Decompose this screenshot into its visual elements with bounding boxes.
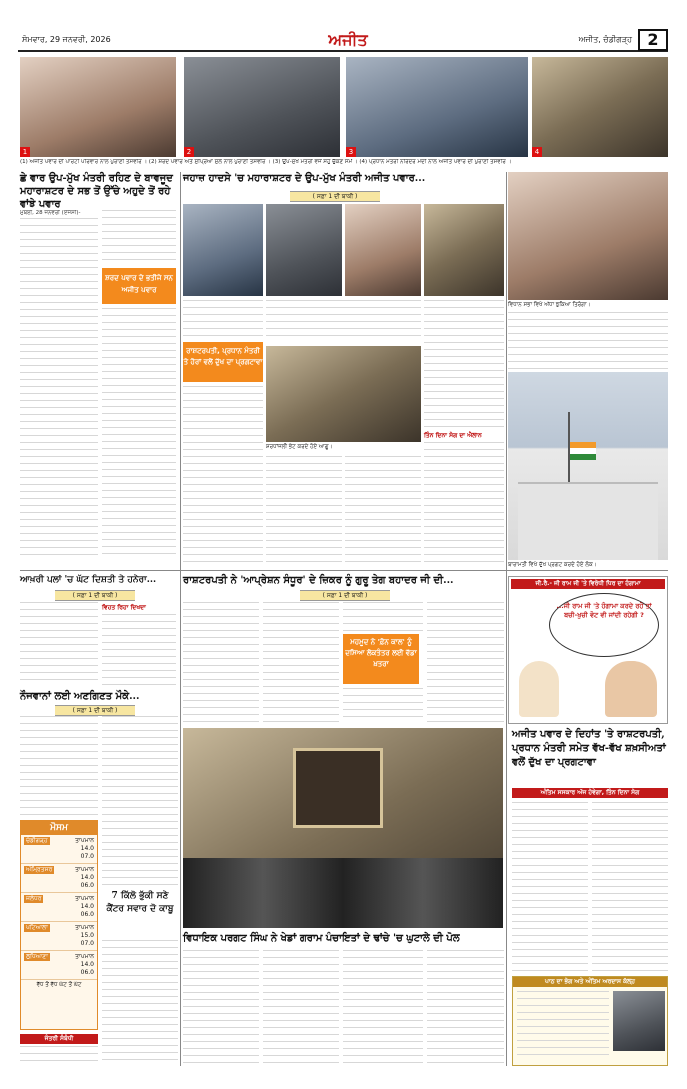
story1-body-col1 [20, 218, 98, 556]
story4-body-col4 [427, 602, 504, 722]
weather-box [20, 820, 98, 1030]
story2-body-col1b [183, 386, 263, 566]
story6-headline: 7 ਕਿੱਲੋ ਭੁੱਕੀ ਸਣੇ ਕੈਂਟਰ ਸਵਾਰ ਦੋ ਕਾਬੂ [106, 891, 174, 914]
story3-body-col1 [20, 602, 98, 686]
story7-body-col1 [183, 950, 259, 1066]
story1-body-col2a [102, 210, 176, 266]
story6-body [102, 940, 178, 1060]
weather-city-name: ਅੰਮ੍ਰਿਤਸਰ [26, 866, 53, 873]
story7-photo-event [183, 728, 503, 928]
right-photo-flag-building [508, 372, 668, 560]
story3-continued-tag: ( ਸਫ਼ਾ 1 ਦੀ ਬਾਕੀ ) [55, 590, 135, 601]
weather-label: ਤਾਪਮਾਨ [75, 953, 94, 960]
story5-continued-tag: ( ਸਫ਼ਾ 1 ਦੀ ਬਾਕੀ ) [55, 705, 135, 716]
portrait-frame [293, 748, 383, 828]
cartoon-speech-bubble: ...ਜੀ ਰਾਮ ਜੀ 'ਤੇ ਹੰਗਾਮਾ ਕਰਦੇ ਰਹੋ ਤਾਂ ਬਚੀ-ਖੁਚੀ ਵੋਟ ਵੀ ਜਾਂਦੀ ਰਹੇਗੀ ? [549, 593, 659, 657]
story8-body-col2 [592, 802, 668, 972]
story1-body-col2b [102, 308, 176, 556]
weather-label: ਤਾਪਮਾਨ [75, 837, 94, 844]
top-photos-caption: (1) ਅਜੀਤ ਪਵਾਰ ਦੀ ਪਾਰਟੀ ਪਰਿਵਾਰ ਨਾਲ ਪੁਰਾਣੀ ਤਸਵੀਰ । (2) ਸ਼ਰਦ ਪਵਾਰ ਅਤੇ ਸੁਪ੍ਰਿਆ ਸੁਲੇ ਨਾਲ ਪੁਰਾਣੀ ਤਸਵੀਰ । (3) ਉਪ-ਮੁੱਖ ਮੰਤਰੀ ਵਜੋਂ ਸਹੁੰ ਚੁੱਕਣ ਸਮੇਂ । (4) ਪ੍ਰਧਾਨ ਮੰਤਰੀ ਨਰਿੰਦਰ ਮੋਦੀ ਨਾਲ ਅਜੀਤ ਪਵਾਰ ਦੀ ਪੁਰਾਣੀ ਤਸਵੀਰ । [20, 159, 512, 165]
story8-body-col1 [512, 802, 588, 972]
story2-body-col5 [424, 300, 504, 430]
cartoon-title: ਜੀ.ਰੈ.- ਜੀ ਰਾਮ ਜੀ 'ਤੇ ਵਿਰੋਧੀ ਧਿਰ ਦਾ ਹੰਗਾਮਾ [511, 579, 665, 589]
top-photo-2: 2 [184, 57, 340, 157]
weather-label: ਤਾਪਮਾਨ [75, 866, 94, 873]
story2-body-col1 [183, 300, 263, 340]
weather-min: 07.0 [80, 853, 94, 860]
portrait-pilot-1 [183, 204, 263, 296]
story3-headline: ਆਖ਼ਰੀ ਪਲਾਂ 'ਚ ਘੱਟ ਦਿਸ਼ਤੀ ਤੇ ਹਨੇਰਾ... [20, 575, 157, 585]
story2-body-col3 [266, 456, 342, 566]
story5-headline: ਨੌਜਵਾਨਾਂ ਲਈ ਅਣਗਿਣਤ ਮੌਕੇ... [20, 691, 140, 702]
story3-subhead: ਵਿਹਤ ਰਿਹਾ ਦਿਖਦਾ [102, 604, 146, 611]
weather-max: 14.0 [80, 903, 94, 910]
story2-highlight-box: ਰਾਸ਼ਟਰਪਤੀ, ਪ੍ਰਧਾਨ ਮੰਤਰੀ ਤੇ ਹੋਰਾਂ ਵਲੋਂ ਦੁੱਖ ਦਾ ਪ੍ਰਗਟਾਵਾ [183, 342, 263, 382]
story2-continued-tag: ( ਸਫ਼ਾ 1 ਦੀ ਬਾਕੀ ) [290, 191, 380, 202]
people-row [183, 858, 503, 928]
story4-body-col3 [343, 602, 423, 632]
weather-city-name: ਪਟਿਆਲਾ [26, 924, 48, 931]
portrait-crew-4 [424, 204, 504, 296]
story4-headline: ਰਾਸ਼ਟਰਪਤੀ ਨੇ 'ਆਪ੍ਰੇਸ਼ਨ ਸੰਧੂਰ' ਦੇ ਜ਼ਿਕਰ ਨੂੰ ਗੁਰੂ ਤੇਗ ਬਹਾਦਰ ਜੀ ਦੀ... [183, 575, 454, 586]
story2-photo-caption: ਸ਼ਰਧਾਂਜਲੀ ਭੇਟ ਕਰਦੇ ਹੋਏ ਆਗੂ। [266, 444, 333, 450]
story2-photo-tribute [266, 346, 421, 442]
obituary-body [517, 991, 609, 1061]
right-photo-family [508, 172, 668, 300]
story5-body-col2 [102, 716, 178, 886]
weather-footer: ਵੱਧ ਤੋਂ ਵੱਧ ਘੱਟ ਤੋਂ ਘੱਟ [36, 982, 82, 988]
weather-min: 06.0 [80, 969, 94, 976]
weather-label: ਤਾਪਮਾਨ [75, 924, 94, 931]
weather-max: 14.0 [80, 845, 94, 852]
story1-highlight-box: ਸ਼ਰਦ ਪਵਾਰ ਦੇ ਭਤੀਜੇ ਸਨ ਅਜੀਤ ਪਵਾਰ [102, 268, 176, 304]
story4-highlight-box: ਮਹਮੂਦ ਨੇ 'ਫ਼ੋਨ ਕਾਲ' ਨੂੰ ਦਸਿਆ ਲੋਕਤੰਤਰ ਲਈ ਵੱਡਾ ਖ਼ਤਰਾ [343, 634, 419, 684]
weather-city-name: ਚੰਡੀਗੜ੍ਹ [26, 837, 48, 844]
story2-body-col6 [424, 442, 504, 566]
story1-dateline: ਮੁੰਬਈ, 28 ਜਨਵਰੀ (ਏਜੰਸੀ)- [20, 210, 81, 216]
story8-headline: ਅਜੀਤ ਪਵਾਰ ਦੇ ਦਿਹਾਂਤ 'ਤੇ ਰਾਸ਼ਟਰਪਤੀ, ਪ੍ਰਧਾਨ ਮੰਤਰੀ ਸਮੇਤ ਵੱਖ-ਵੱਖ ਸ਼ਖ਼ਸੀਅਤਾਂ ਵਲੋਂ ਦੁੱਖ ਦਾ ਪ੍ਰਗਟਾਵਾ [512, 729, 666, 768]
weather-city-3 [21, 922, 97, 951]
cartoon-figure-right [605, 661, 657, 717]
story2-headline: ਜਹਾਜ਼ ਹਾਦਸੇ 'ਚ ਮਹਾਰਾਸ਼ਟਰ ਦੇ ਉਪ-ਮੁੱਖ ਮੰਤਰੀ ਅਜੀਤ ਪਵਾਰ... [183, 173, 426, 184]
weather-city-0 [21, 835, 97, 864]
right-body-a [508, 312, 668, 372]
story4-body-col3b [343, 688, 423, 722]
weather-min: 06.0 [80, 882, 94, 889]
weather-min: 06.0 [80, 911, 94, 918]
almanac-body [20, 1046, 98, 1066]
weather-city-4 [21, 951, 97, 980]
issue-date: ਸੋਮਵਾਰ, 29 ਜਨਵਰੀ, 2026 [22, 35, 111, 44]
right-photo2-caption: ਬਾਰਾਮਤੀ ਵਿਖੇ ਦੁੱਖ ਪ੍ਰਗਟ ਕਰਦੇ ਹੋਏ ਲੋਕ। [508, 562, 597, 568]
weather-city-name: ਜਲੰਧਰ [26, 895, 42, 902]
obituary-title: ਪਾਠ ਦਾ ਭੋਗ ਅਤੇ ਅੰਤਿਮ ਅਰਦਾਸ ਕੱਲ੍ਹ [513, 977, 667, 987]
weather-city-name: ਲੁਧਿਆਣਾ [26, 953, 48, 960]
story1-headline: ਛੇ ਵਾਰ ਉਪ-ਮੁੱਖ ਮੰਤਰੀ ਰਹਿਣ ਦੇ ਬਾਵਜੂਦ ਮਹਾਰਾਸ਼ਟਰ ਦੇ ਸਭ ਤੋਂ ਉੱਚੇ ਅਹੁਦੇ ਤੋਂ ਰਹੇ ਵਾਂਝੇ ਪਵਾਰ [20, 173, 173, 210]
cartoon-panel [508, 576, 668, 724]
story4-body-col1 [183, 602, 259, 722]
portrait-crew-3 [345, 204, 421, 296]
right-photo1-caption: ਵਿਧਾਨ ਸਭਾ ਵਿਖੇ ਅੱਧਾ ਝੁਕਿਆ ਤਿਰੰਗਾ। [508, 302, 591, 308]
almanac-title: ਜੰਤਰੀ ਸੰਬੰਧੀ [20, 1034, 98, 1044]
story3-body-col2 [102, 614, 176, 686]
cartoon-figure-left [519, 661, 559, 717]
top-photo-1: 1 [20, 57, 176, 157]
page-header [18, 30, 668, 52]
story4-continued-tag: ( ਸਫ਼ਾ 1 ਦੀ ਬਾਕੀ ) [300, 590, 390, 601]
top-photo-4: 4 [532, 57, 668, 157]
weather-max: 14.0 [80, 961, 94, 968]
weather-city-1 [21, 864, 97, 893]
edition-city: ਅਜੀਤ, ਚੰਡੀਗੜ੍ਹ [578, 35, 632, 44]
top-photo-3: 3 [346, 57, 528, 157]
story7-headline: ਵਿਧਾਇਕ ਪਰਗਟ ਸਿੰਘ ਨੇ ਖੇਡਾਂ ਗਰਾਮ ਪੰਚਾਇਤਾਂ ਦੇ ਢਾਂਚੇ 'ਚ ਘੁਟਾਲੇ ਦੀ ਪੋਲ [183, 933, 460, 944]
weather-max: 14.0 [80, 874, 94, 881]
weather-min: 07.0 [80, 940, 94, 947]
weather-title: ਮੌਸਮ [21, 821, 97, 835]
story2-subhead: ਤਿੰਨ ਦਿਨਾ ਸੋਗ ਦਾ ਐਲਾਨ [424, 432, 482, 439]
portrait-pilot-2 [266, 204, 342, 296]
story4-body-col2 [263, 602, 339, 722]
weather-label: ਤਾਪਮਾਨ [75, 895, 94, 902]
weather-max: 15.0 [80, 932, 94, 939]
page-number: 2 [638, 29, 668, 51]
story7-body-col3 [343, 950, 423, 1066]
masthead-logo: ਅਜੀਤ [328, 30, 368, 49]
story8-red-strip: ਅੰਤਿਮ ਸਸਕਾਰ ਅੱਜ ਹੋਵੇਗਾ, ਤਿੰਨ ਦਿਨਾ ਸੋਗ [512, 788, 668, 798]
story2-body-col4 [345, 456, 421, 566]
obituary-box [512, 976, 668, 1066]
story7-body-col2 [263, 950, 339, 1066]
story7-body-col4 [427, 950, 504, 1066]
story5-body-col1 [20, 716, 98, 816]
story2-body-col2 [266, 300, 421, 342]
obituary-photo [613, 991, 665, 1051]
weather-city-2 [21, 893, 97, 922]
